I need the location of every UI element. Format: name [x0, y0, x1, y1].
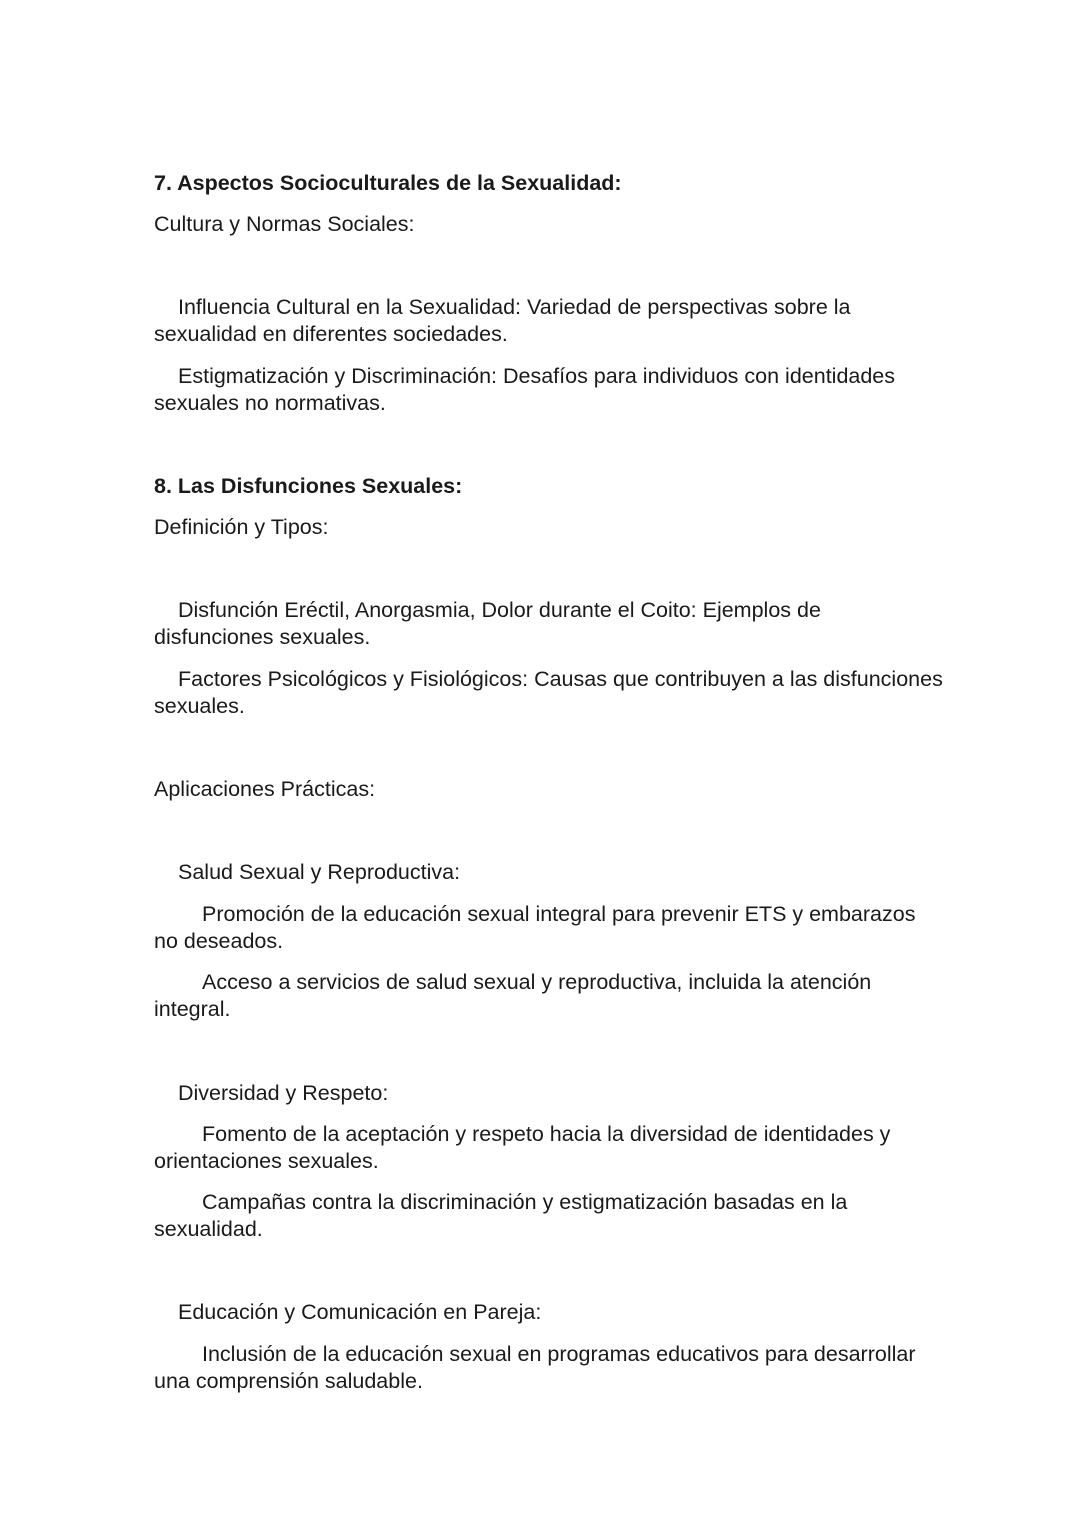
applications-group-title-communication: Educación y Comunicación en Pareja: — [178, 1300, 542, 1324]
applications-item-curriculum: Inclusión de la educación sexual en programas educativos para desarrollar una comprensión saludable. — [154, 1342, 916, 1393]
section-8-heading: 8. Las Disfunciones Sexuales: — [154, 474, 463, 498]
section-7-item-cultural-influence: Influencia Cultural en la Sexualidad: Variedad de perspectivas sobre la sexualidad en diferentes sociedades. — [154, 295, 851, 346]
section-8-item-dysfunction-examples: Disfunción Eréctil, Anorgasmia, Dolor durante el Coito: Ejemplos de disfunciones sexuales. — [154, 598, 821, 649]
section-8-subheading: Definición y Tipos: — [154, 515, 329, 539]
section-8-item-factors: Factores Psicológicos y Fisiológicos: Causas que contribuyen a las disfunciones sexuales. — [154, 667, 943, 718]
applications-group-title-sexual-health: Salud Sexual y Reproductiva: — [178, 860, 461, 884]
applications-item-education-promotion: Promoción de la educación sexual integral para prevenir ETS y embarazos no deseados. — [154, 902, 916, 953]
applications-item-campaigns: Campañas contra la discriminación y estigmatización basadas en la sexualidad. — [154, 1190, 848, 1241]
section-7-heading: 7. Aspectos Socioculturales de la Sexualidad: — [154, 171, 622, 195]
applications-heading: Aplicaciones Prácticas: — [154, 777, 376, 801]
section-7-item-stigmatization: Estigmatización y Discriminación: Desafíos para individuos con identidades sexuales no normativas. — [154, 364, 896, 415]
section-7-subheading: Cultura y Normas Sociales: — [154, 212, 415, 236]
applications-group-title-diversity: Diversidad y Respeto: — [178, 1081, 389, 1105]
applications-item-services-access: Acceso a servicios de salud sexual y reproductiva, incluida la atención integral. — [154, 970, 872, 1021]
applications-item-acceptance: Fomento de la aceptación y respeto hacia la diversidad de identidades y orientaciones sexuales. — [154, 1122, 891, 1173]
